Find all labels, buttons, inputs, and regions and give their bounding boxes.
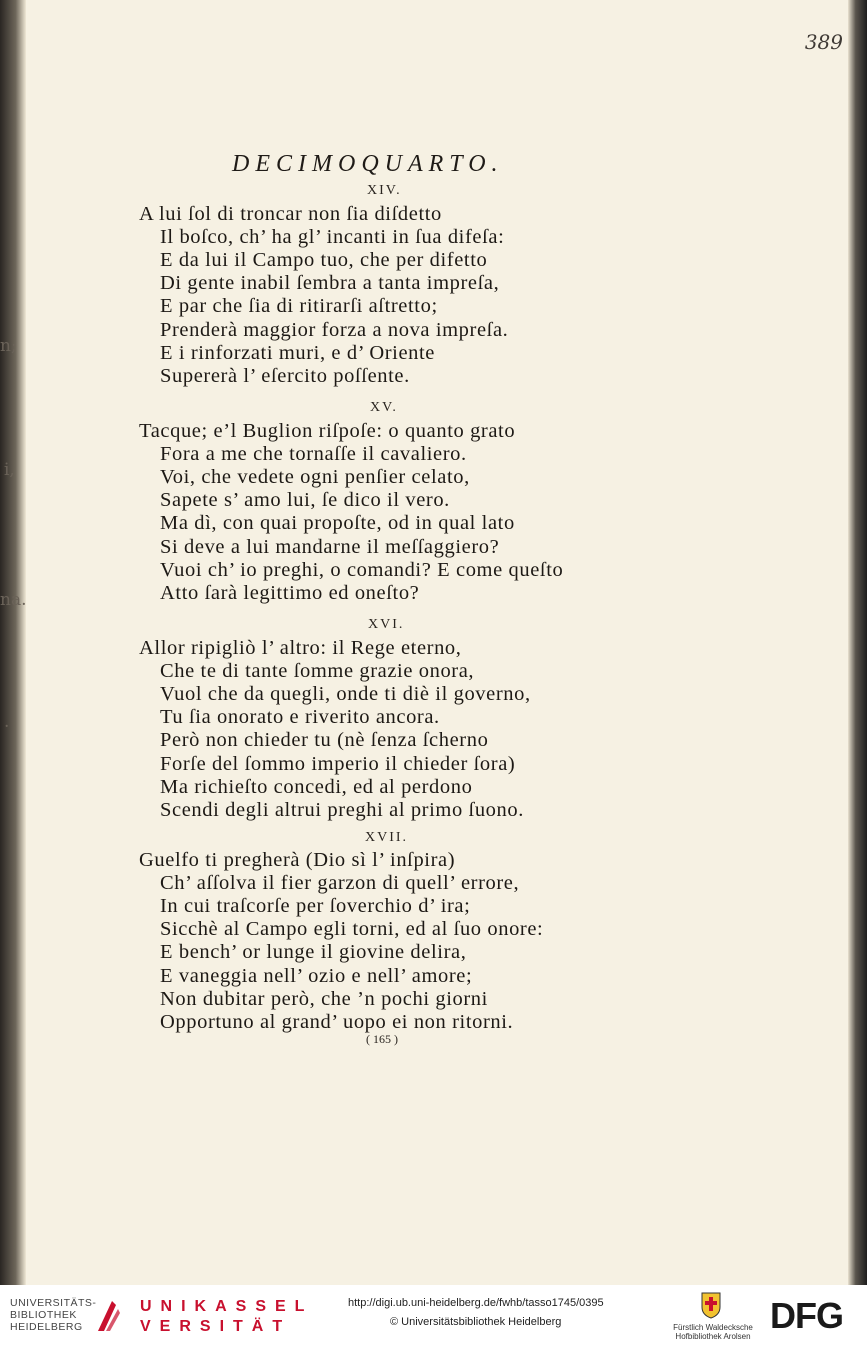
- verse-line: Ma richieſto concedi, ed al perdono: [160, 775, 473, 798]
- left-gutter: [0, 0, 26, 1285]
- verse-line: Atto ſarà legittimo ed oneſto?: [160, 581, 420, 604]
- stanza-number: XVII.: [365, 830, 409, 845]
- verse-line: E da lui il Campo tuo, che per difetto: [160, 249, 488, 272]
- verse-line: Forſe del ſommo imperio il chieder ſora): [160, 752, 516, 775]
- footer-bar: [0, 1285, 867, 1347]
- verse-line: Vuol che da quegli, onde ti diè il governo,: [160, 683, 531, 706]
- stanza-number: XV.: [370, 400, 398, 415]
- verse-line: Ma dì, con quai propoſte, od in qual lato: [160, 512, 515, 535]
- verse-line: Sicchè al Campo egli torni, ed al ſuo onore:: [160, 918, 544, 941]
- page-number: ( 165 ): [366, 1032, 398, 1046]
- kassel-line-1: UNIKASSEL: [140, 1298, 314, 1315]
- verse-line: Che te di tante ſomme grazie onora,: [160, 660, 475, 683]
- verse-line: Non dubitar però, che ’n pochi giorni: [160, 987, 488, 1010]
- verse-line: Tu ſia onorato e riverito ancora.: [160, 706, 440, 729]
- uni-heidelberg-logo-text[interactable]: [10, 1297, 96, 1333]
- verse-line: Vuoi ch’ io preghi, o comandi? E come queſto: [160, 558, 564, 581]
- verse-line: E i rinforzati muri, e d’ Oriente: [160, 341, 435, 364]
- stanza-number: XIV.: [367, 183, 402, 198]
- arolsen-line: Fürstlich Waldecksche: [673, 1323, 753, 1332]
- bleed-fragment: .: [4, 712, 10, 732]
- verse-line: Supererà l’ eſercito poſſente.: [160, 364, 410, 387]
- bleed-fragment: i,: [4, 460, 15, 480]
- verse-line: Voi, che vedete ogni penſier celato,: [160, 466, 470, 489]
- bleed-fragment: na.: [0, 590, 27, 610]
- folio-mark: 389: [804, 30, 843, 54]
- right-page-edge: [848, 0, 867, 1285]
- uh-line: UNIVERSITÄTS-: [10, 1297, 97, 1309]
- page-heading: DECIMOQUARTO.: [232, 151, 504, 177]
- bleed-fragment: n;: [0, 336, 17, 356]
- arolsen-line: Hofbibliothek Arolsen: [675, 1332, 751, 1341]
- uni-kassel-logo[interactable]: [140, 1297, 313, 1337]
- verse-line: Scendi degli altrui preghi al primo ſuono.: [160, 798, 524, 821]
- verse-line: Tacque; e’l Buglion riſpoſe: o quanto grato: [139, 420, 516, 442]
- verse-line: Ch’ aſſolva il fier garzon di quell’ errore,: [160, 872, 520, 895]
- verse-line: E vaneggia nell’ ozio e nell’ amore;: [160, 964, 473, 987]
- verse-line: A lui ſol di troncar non ſia diſdetto: [139, 203, 442, 225]
- verse-line: Però non chieder tu (nè ſenza ſcherno: [160, 729, 489, 752]
- source-url-link[interactable]: http://digi.ub.uni-heidelberg.de/fwhb/tasso1745/0395: [348, 1297, 604, 1309]
- copyright-text: © Universitätsbibliothek Heidelberg: [390, 1316, 562, 1328]
- verse-line: E par che ſia di ritirarſi aſtretto;: [160, 295, 438, 318]
- arolsen-library-text: [668, 1323, 758, 1341]
- uh-line: HEIDELBERG: [10, 1321, 83, 1333]
- kassel-line-2: VERSITÄT: [140, 1318, 292, 1335]
- verse-line: In cui traſcorſe per ſoverchio d’ ira;: [160, 895, 471, 918]
- verse-line: Sapete s’ amo lui, ſe dico il vero.: [160, 489, 450, 512]
- verse-line: Di gente inabil ſembra a tanta impreſa,: [160, 272, 500, 295]
- verse-line: Fora a me che tornaſſe il cavaliero.: [160, 443, 467, 466]
- verse-line: Allor ripigliò l’ altro: il Rege eterno,: [139, 637, 462, 659]
- dfg-logo[interactable]: DFG: [770, 1295, 843, 1336]
- uh-line: BIBLIOTHEK: [10, 1309, 77, 1321]
- verse-line: Il boſco, ch’ ha gl’ incanti in ſua difeſa:: [160, 226, 505, 249]
- verse-line: E bench’ or lunge il giovine delira,: [160, 941, 467, 964]
- arolsen-crest-icon[interactable]: [700, 1291, 722, 1319]
- stanza-number: XVI.: [368, 617, 405, 632]
- verse-line: Opportuno al grand’ uopo ei non ritorni.: [160, 1010, 514, 1033]
- verse-line: Guelfo ti pregherà (Dio sì l’ inſpira): [139, 849, 456, 871]
- verse-line: Prenderà maggior forza a nova impreſa.: [160, 318, 509, 341]
- verse-line: Si deve a lui mandarne il meſſaggiero?: [160, 535, 500, 558]
- uni-heidelberg-logo-icon[interactable]: [92, 1295, 122, 1335]
